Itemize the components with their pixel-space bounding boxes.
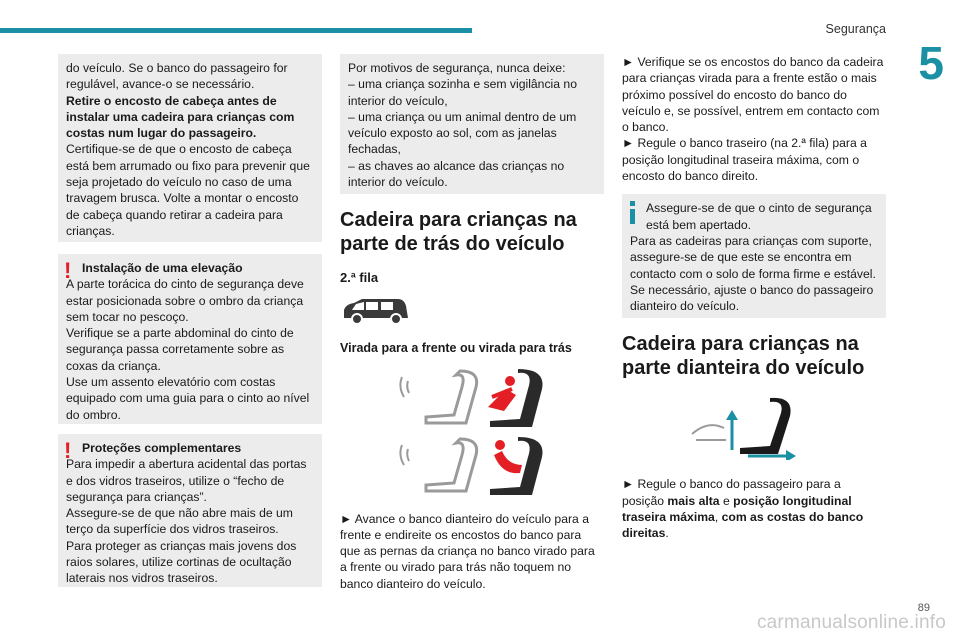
paragraph: Certifique-se de que o encosto de cabeça está bem arrumado ou fixo para prevenir que seja projetado do veículo no caso de uma travagem brusca. Volte a montar o encosto de cabeça quando retirar a cadeira para crianças. bbox=[66, 142, 310, 238]
continuation-box bbox=[58, 54, 322, 242]
headrest-warning: Retire o encosto de cabeça antes de instalar uma cadeira para crianças com costas num lugar do passageiro. bbox=[66, 93, 295, 141]
paragraph: Para proteger as crianças mais jovens dos raios solares, utilize cortinas de ocultação laterais nos vidros traseiros. bbox=[66, 538, 297, 586]
warning-icon: ! bbox=[64, 438, 72, 463]
forward-facing-seat-illustration bbox=[396, 367, 604, 429]
protection-warning-box bbox=[58, 434, 322, 587]
warning-icon: ! bbox=[64, 258, 72, 283]
booster-warning-box bbox=[58, 254, 322, 424]
section-heading: Cadeira para crianças na parte dianteira do veículo bbox=[622, 333, 865, 380]
paragraph: Para impedir a abertura acidental das portas e dos vidros traseiros, utilize o “fecho de segurança para crianças”. bbox=[66, 457, 307, 504]
box-title: Instalação de uma elevação bbox=[82, 261, 243, 275]
chapter-number: 5 bbox=[918, 37, 944, 89]
page-number: 89 bbox=[917, 602, 930, 614]
instruction-text: ► Verifique se os encostos do banco da cadeira para crianças virada para a frente estão o mais próximo possível do encosto do banco do veículo e, se possível, entrem em contacto com o banco. bbox=[622, 55, 884, 135]
instruction-text: ► Avance o banco dianteiro do veículo para a frente e endireite os encostos do banco para que as pernas da criança no banco virado para a frente ou virado para trás não toquem no banco dianteiro do veículo. bbox=[340, 511, 595, 591]
paragraph: Use um assento elevatório com costas equipado com uma guia para o cinto ao nível do ombro. bbox=[66, 375, 310, 422]
column-2 bbox=[340, 54, 604, 592]
paragraph: do veículo. Se o banco do passageiro for regulável, avance-o se necessário. bbox=[66, 61, 288, 92]
paragraph: Verifique se a parte abdominal do cinto de segurança passa corretamente sobre as coxas da criança. bbox=[66, 326, 294, 373]
column-3 bbox=[622, 54, 886, 542]
paragraph: Assegure-se de que o cinto de segurança está bem apertado. bbox=[646, 201, 872, 232]
header-accent-bar bbox=[0, 28, 472, 33]
row-label: 2.ª fila bbox=[340, 270, 379, 285]
info-box bbox=[622, 194, 886, 318]
never-leave-box bbox=[340, 54, 604, 194]
section-heading: Cadeira para crianças na parte de trás do veículo bbox=[340, 209, 577, 255]
list-item: – as chaves ao alcance das crianças no interior do veículo. bbox=[348, 158, 565, 190]
van-icon bbox=[340, 296, 604, 326]
watermark: carmanualsonline.info bbox=[756, 612, 946, 633]
rear-facing-seat-illustration bbox=[396, 435, 604, 497]
section-title: Segurança bbox=[825, 22, 886, 36]
list-item: – uma criança sozinha e sem vigilância no interior do veículo, bbox=[348, 77, 577, 108]
orientation-label: Virada para a frente ou virada para trás bbox=[340, 341, 572, 356]
instruction-text: ► Regule o banco traseiro (na 2.ª fila) para a posição longitudinal traseira máxima, com o encosto do banco direito. bbox=[622, 136, 867, 184]
paragraph: Por motivos de segurança, nunca deixe: bbox=[348, 61, 566, 75]
column-1 bbox=[58, 54, 322, 587]
instruction-text: ► Regule o banco do passageiro para a posição mais alta e posição longitudinal traseira máxima, com as costas do banco direitas. bbox=[622, 477, 864, 541]
paragraph: Assegure-se de que não abre mais de um terço da superfície dos vidros traseiros. bbox=[66, 506, 293, 537]
list-item: – uma criança ou um animal dentro de um veículo exposto ao sol, com as janelas fechadas, bbox=[348, 109, 577, 157]
paragraph: Para as cadeiras para crianças com suporte, assegure-se de que este se encontra em contacto com o solo de forma firme e estável. Se necessário, ajuste o banco do passageiro dianteiro do veículo. bbox=[630, 233, 876, 314]
paragraph: A parte torácica do cinto de segurança deve estar posicionada sobre o ombro da criança sem tocar no pescoço. bbox=[66, 277, 304, 324]
front-seat-adjust-illustration bbox=[688, 394, 886, 460]
box-title: Proteções complementares bbox=[82, 441, 242, 455]
